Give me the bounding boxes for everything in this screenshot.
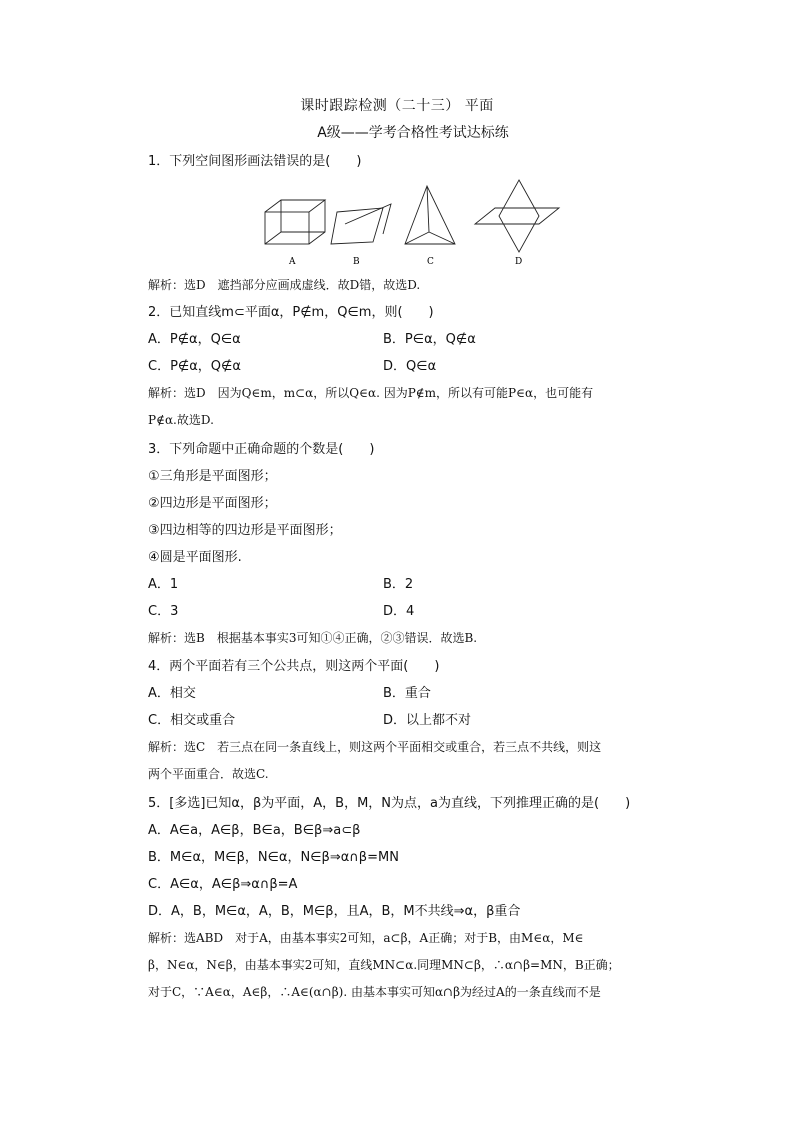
q5-option-a: A．A∈a，A∈β，B∈a，B∈β⇒a⊂β xyxy=(148,823,361,838)
q5-option-b: B．M∈α，M∈β，N∈α，N∈β⇒α∩β=MN xyxy=(148,850,399,865)
q2-answer-line-1: 解析：选D 因为Q∈m，m⊂α，所以Q∈α. 因为P∉m，所以有可能P∈α，也可能有 xyxy=(148,386,594,400)
q3-option-b: B．2 xyxy=(383,577,414,592)
q4-answer-line-1: 解析：选C 若三点在同一条直线上，则这两个平面相交或重合，若三点不共线，则这 xyxy=(148,740,602,754)
q3-item-4: ④圆是平面图形. xyxy=(148,550,242,565)
q5-answer-line-1: 解析：选ABD 对于A，由基本事实2可知，a⊂β，A正确；对于B，由M∈α，M∈ xyxy=(148,931,584,945)
q2-option-a: A．P∉α，Q∈α xyxy=(148,332,241,347)
q5-answer-line-2: β，N∈α，N∈β，由基本事实2可知，直线MN⊂α.同理MN⊂β，∴α∩β=MN，B正确； xyxy=(148,958,620,972)
q4-option-c: C．相交或重合 xyxy=(148,713,236,728)
q5-answer-line-3: 对于C，∵A∈α，A∈β，∴A∈(α∩β). 由基本事实可知α∩β为经过A的一条直线而不是 xyxy=(148,985,601,999)
q4-stem: 4．两个平面若有三个公共点，则这两个平面( ) xyxy=(148,659,440,674)
q2-stem: 2．已知直线m⊂平面α，P∉m，Q∈m，则( ) xyxy=(148,305,434,320)
q1-stem: 1．下列空间图形画法错误的是( ) xyxy=(148,154,362,169)
q3-item-3: ③四边相等的四边形是平面图形； xyxy=(148,523,342,538)
q1-answer: 解析：选D 遮挡部分应画成虚线．故D错，故选D. xyxy=(148,278,421,292)
q4-option-d: D．以上都不对 xyxy=(383,713,472,728)
q4-answer-line-2: 两个平面重合．故选C. xyxy=(148,767,269,781)
figure-a-box xyxy=(265,200,325,244)
q2-option-c: C．P∉α，Q∉α xyxy=(148,359,241,374)
figure-label-d: D xyxy=(515,257,523,267)
q3-answer: 解析：选B 根据基本事实3可知①④正确，②③错误．故选B. xyxy=(148,631,478,645)
q2-answer-line-2: P∉α.故选D. xyxy=(148,413,214,427)
q5-stem: 5．[多选]已知α，β为平面，A，B，M，N为点，a为直线，下列推理正确的是( ) xyxy=(148,796,631,811)
q3-stem: 3．下列命题中正确命题的个数是( ) xyxy=(148,442,375,457)
section-subtitle: A级——学考合格性考试达标练 xyxy=(317,125,509,141)
figure-label-a: A xyxy=(289,257,296,267)
q2-option-b: B．P∈α，Q∉α xyxy=(383,332,476,347)
q3-option-c: C．3 xyxy=(148,604,179,619)
q5-option-c: C．A∈α，A∈β⇒α∩β=A xyxy=(148,877,298,892)
figure-d-intersecting-planes xyxy=(475,180,559,252)
q1-figures xyxy=(255,178,565,270)
figure-c-tetrahedron xyxy=(405,186,455,244)
page-title: 课时跟踪检测（二十三） 平面 xyxy=(300,98,494,114)
figure-b-planes xyxy=(331,204,391,244)
q5-option-d: D．A，B，M∈α，A，B，M∈β，且A，B，M不共线⇒α，β重合 xyxy=(148,904,521,919)
q4-option-a: A．相交 xyxy=(148,686,196,701)
figure-label-c: C xyxy=(427,257,434,267)
q3-option-a: A．1 xyxy=(148,577,179,592)
q4-option-b: B．重合 xyxy=(383,686,431,701)
q2-option-d: D．Q∈α xyxy=(383,359,437,374)
q3-option-d: D．4 xyxy=(383,604,415,619)
figure-label-b: B xyxy=(353,257,360,267)
q3-item-2: ②四边形是平面图形； xyxy=(148,496,277,511)
q3-item-1: ①三角形是平面图形； xyxy=(148,469,277,484)
